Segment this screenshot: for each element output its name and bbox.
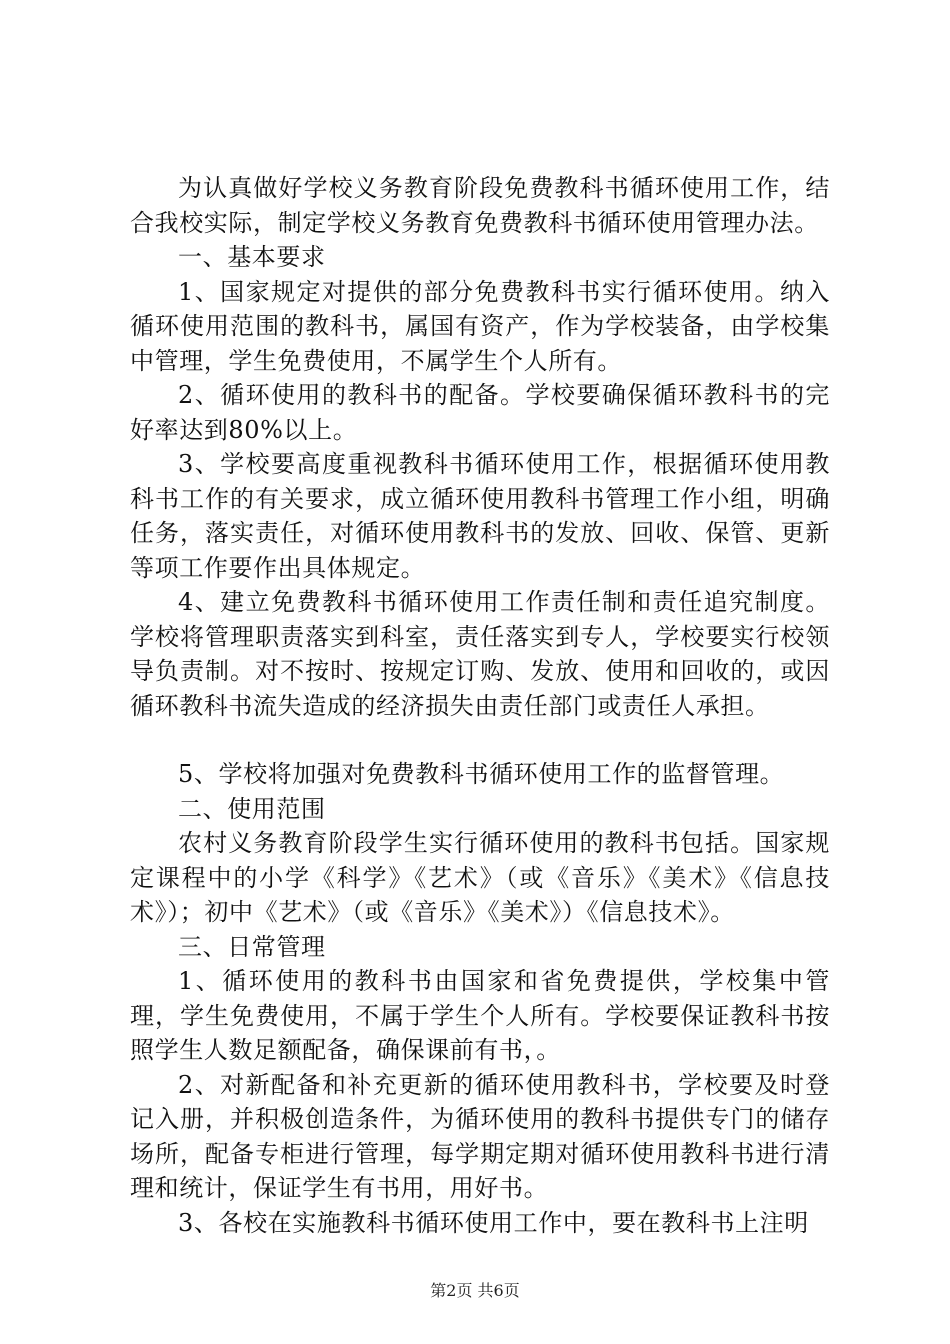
section-heading-scope: 二、使用范围 bbox=[178, 794, 326, 823]
document-body bbox=[130, 171, 830, 1240]
paragraph-requirement-1: 1、国家规定对提供的部分免费教科书实行循环使用。纳入循环使用范围的教科书，属国有资产，作为学校装备，由学校集中管理，学生免费使用，不属学生个人所有。 bbox=[130, 277, 830, 375]
paragraph-management-3: 3、各校在实施教科书循环使用工作中，要在教科书上注明 bbox=[178, 1208, 809, 1237]
paragraph-management-1: 1、循环使用的教科书由国家和省免费提供，学校集中管理，学生免费使用，不属于学生个人所有。学校要保证教科书按照学生人数足额配备，确保课前有书，。 bbox=[130, 967, 830, 1064]
page-number-footer: 第2页 共6页 bbox=[430, 1281, 520, 1300]
section-heading-basic-requirements: 一、基本要求 bbox=[178, 243, 326, 271]
paragraph-requirement-5: 5、学校将加强对免费教科书循环使用工作的监督管理。 bbox=[178, 760, 785, 788]
section-heading-daily-management: 三、日常管理 bbox=[178, 932, 326, 961]
paragraph-management-2: 2、对新配备和补充更新的循环使用教科书，学校要及时登记入册，并积极创造条件，为循环使用的教科书提供专门的储存场所，配备专柜进行管理，每学期定期对循环使用教科书进行清理和统计，保证学生有书用，用好书。 bbox=[130, 1070, 830, 1202]
intro-paragraph: 为认真做好学校义务教育阶段免费教科书循环使用工作，结合我校实际，制定学校义务教育免费教科书循环使用管理办法。 bbox=[130, 174, 830, 237]
paragraph-scope: 农村义务教育阶段学生实行循环使用的教科书包括。国家规定课程中的小学《科学》《艺术》（或《音乐》《美术》《信息技术》）；初中《艺术》（或《音乐》《美术》）《信息技术》。 bbox=[130, 829, 830, 926]
paragraph-requirement-3: 3、学校要高度重视教科书循环使用工作，根据循环使用教科书工作的有关要求，成立循环使用教科书管理工作小组，明确任务，落实责任，对循环使用教科书的发放、回收、保管、更新等项工作要作出具体规定。 bbox=[130, 450, 830, 582]
paragraph-requirement-2: 2、循环使用的教科书的配备。学校要确保循环教科书的完好率达到80%以上。 bbox=[130, 381, 830, 444]
paragraph-requirement-4: 4、建立免费教科书循环使用工作责任制和责任追究制度。学校将管理职责落实到科室，责任落实到专人，学校要实行校领导负责制。对不按时、按规定订购、发放、使用和回收的，或因循环教科书流失造成的经济损失由责任部门或责任人承担。 bbox=[130, 588, 830, 720]
paragraph-gap bbox=[130, 723, 830, 757]
